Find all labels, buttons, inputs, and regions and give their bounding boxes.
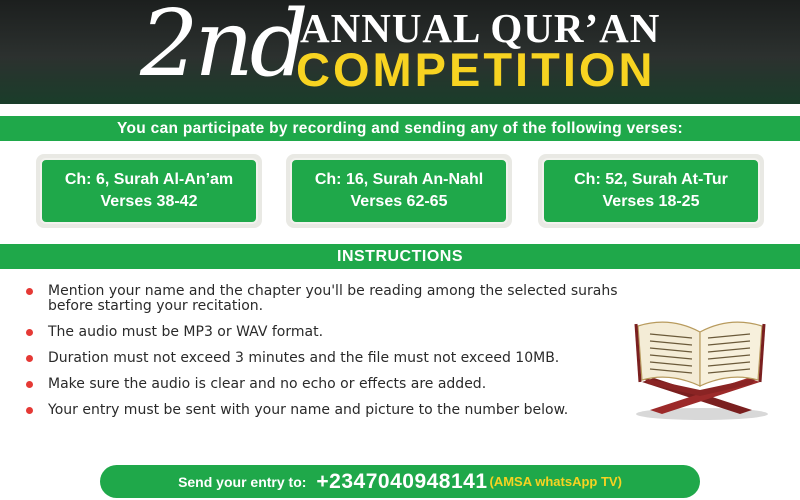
bullet-icon — [26, 407, 33, 414]
ordinal-2nd: 2nd — [140, 0, 305, 97]
verse-card-3 — [538, 154, 764, 228]
bullet-icon — [26, 355, 33, 362]
instructions-heading: INSTRUCTIONS — [0, 244, 800, 269]
send-entry-label: Send your entry to: — [178, 473, 307, 490]
send-entry-banner — [100, 465, 700, 498]
list-item: Make sure the audio is clear and no echo or effects are added. — [26, 377, 626, 392]
verse-cards — [0, 154, 800, 232]
whatsapp-tag: (AMSA whatsApp TV) — [489, 474, 622, 489]
phone-number: +2347040948141 — [316, 469, 488, 493]
list-item: Your entry must be sent with your name and picture to the number below. — [26, 403, 626, 418]
verse-card-2 — [286, 154, 512, 228]
title-line-1: ANNUAL QUR’AN — [300, 5, 661, 51]
bullet-icon — [26, 329, 33, 336]
list-item: The audio must be MP3 or WAV format. — [26, 325, 626, 340]
bullet-icon — [26, 288, 33, 295]
verse-card-chapter: Ch: 52, Surah At-Tur — [574, 171, 728, 188]
verse-card-chapter: Ch: 16, Surah An-Nahl — [314, 171, 484, 188]
verse-card-verses: Verses 18-25 — [602, 193, 700, 210]
verse-card-verses: Verses 62-65 — [350, 193, 448, 210]
quran-on-stand-icon — [620, 312, 780, 422]
list-item: Mention your name and the chapter you'll be reading among the selected surahs before starting your recitation. — [26, 284, 626, 314]
list-item: Duration must not exceed 3 minutes and the file must not exceed 10MB. — [26, 351, 626, 366]
bullet-icon — [26, 381, 33, 388]
header-banner — [0, 0, 800, 104]
verse-card-verses: Verses 38-42 — [100, 193, 198, 210]
participate-banner: You can participate by recording and sending any of the following verses: — [0, 116, 800, 141]
title-line-2: COMPETITION — [296, 43, 656, 96]
verse-card-1 — [36, 154, 262, 228]
verse-card-chapter: Ch: 6, Surah Al-An’am — [64, 171, 234, 188]
instructions-list — [26, 284, 626, 429]
